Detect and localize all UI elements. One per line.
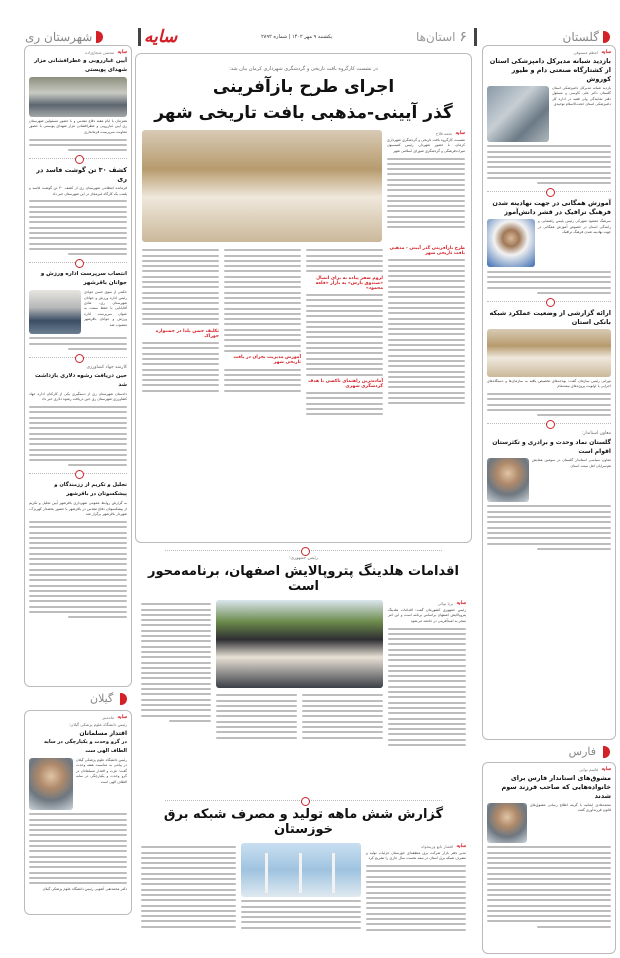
story-headline: کشف ۳۰ تن گوشت فاسد در ری [36,166,127,184]
byline-author: پریا نوائی [437,600,454,606]
story-body [487,458,611,502]
power-plant-photo [241,843,361,897]
story-headline-line2: در گرو وحدت و یکپارچگی در سایه الطاف الهی ست [43,739,127,754]
text-lines [487,505,611,549]
mini-logo: سایه [601,766,611,772]
university-president-portrait [29,758,73,810]
text-lines [487,145,611,184]
newspaper-logo: سایه [144,27,178,47]
story-divider [29,354,127,361]
byline-author: ماه‌منیر [101,714,115,720]
story-body [487,803,611,843]
story-body [487,219,611,267]
story-headline: آیین غبارروبی و عطرافشانی مزار شهدای پویستی [34,58,127,73]
story-subhead: آماده‌ترین راهنمای تاکسی با هدف گردشگری شهری [308,378,383,389]
story-byline [388,600,466,606]
photo-and-text [216,600,383,749]
center-column [135,53,475,958]
story-lead: به گزارش روابط عمومی شهرداری باقرشهر آیین تجلیل و تکریم از پیشکسوتان دفاع مقدس در باقرشهر با حضور بخشدار کهریزک، شهردار باقرشهر برگزار شد [29,501,127,517]
text-lines [306,249,383,272]
story-lead: رئیس دانشگاه علوم پزشکی گیلان در پیامی به مناسبت هفته وحدت گفت: عزت و اقتدار مسلمانان در گرو وحدت و یکپارچگی در سایه الطاف الهی است [76,758,127,784]
text-lines [302,691,383,742]
holding-story [135,545,472,749]
text-lines [487,393,611,416]
story-photo [487,86,549,142]
story-divider [165,547,442,554]
byline-author: محسن شجاع‌زاده [85,49,115,55]
text-column [224,246,301,419]
story-byline [29,49,127,55]
official-portrait-photo [487,458,529,502]
text-lines [388,259,465,404]
main-story-right-col [387,130,465,242]
text-column [142,246,219,419]
section-title-gilan: گیلان [90,692,114,705]
logo-block [135,27,177,47]
main-kicker: در نشست کارگروه بافت تاریخی و گردشگری شهرداری کرمان بیان شد: [229,66,378,72]
masthead-center [135,28,480,46]
story-headline: حین دریافت رشوه دلاری بازداشت شد [35,373,127,389]
story-headline: گلستان نماد وحدت و برادری و تکثرستان اقوام است [492,439,611,456]
mini-logo: سایه [455,130,465,136]
byline-author: اعظم مستوفی [573,49,599,55]
story-headline: ارائه گزارشی از وضعیت عملکرد شبکه بانکی استان [489,308,611,326]
mini-logo: سایه [117,714,127,720]
text-lines [387,158,465,229]
story-divider [29,259,127,266]
meeting-room-photo [142,130,382,242]
byline-author: نجمه فلاح [435,130,453,136]
story-byline [487,766,611,772]
story-headline: اقدامات هلدینگ پتروپالایش اصفهان، برنامه‌محور است [147,564,459,594]
story-subhead: لزوم سفر پیاده به برای اتصال «صندوق پارس» به بازار «قلعه محمود» [315,275,383,291]
page-number: ۶ [459,29,467,45]
masthead-left-section [25,28,130,46]
main-story-box [135,53,472,543]
main-headline-line2: گذر آیینی-مذهبی بافت تاریخی شهر [154,103,453,123]
story-subhead: تکلیف جشن یلدا در جشنواره خوراک [155,328,219,339]
story-lead: محمدهادی ایمانیه با گزینه اطلاع رسانی مشوق‌های قانون فرزندآوری گفت [530,803,611,813]
text-column [141,600,211,749]
story-lead: بازدید شبانه مدیرکل دامپزشکی استان گلستان دکتر علی کاوسی و مسئول دفتر نمایندگی ولی فقیه در اداره کل دامپزشکی استان حجت‌الاسلام توحیدی [552,86,611,107]
byline-author: قاسم نوابی [579,766,599,772]
story-headline: بازدید شبانه مدیرکل دامپزشکی استان از کشتارگاه صنعتی دام و طیور کوروش [489,57,611,83]
page-label [416,28,480,46]
mini-logo: سایه [456,843,466,849]
story-byline [487,49,611,55]
text-lines [487,271,611,294]
story-divider [29,470,127,477]
text-lines [216,691,297,742]
story-lead: دادستان شهرستان ری از دستگیری یکی از کارکنان اداره جهاد کشاورزی شهرستان ری حین دریافت رشوه دلاری خبر داد [29,392,127,402]
story-lead: مدیر دفتر بازار شرکت برق منطقه‌ای خوزستان جزئیات تولید و مصرف شبکه برق استان در نیمه نخست سال جاری را تشریح کرد [366,851,466,861]
story-lead: همزمان با ایام هفته دفاع مقدس و با حضور مسئولین شهرستان ری آیین غبارروبی و عطرافشانی مزار شهدای پویستی با حضور معاونت سرپرست فرمانداری [29,119,127,134]
story-body [487,86,611,142]
story-subhead: طرح بازآفرینی گذر آیینی - مذهبی بافت تاریخی شهر [389,246,465,256]
text-column [141,843,236,934]
text-lines [224,369,301,392]
story-headline: تجلیل و تکریم از رزمندگان و پیشکسوتان در باقرشهر [54,482,127,498]
text-lines [29,406,127,466]
governor-portrait-photo [487,803,527,843]
power-story-body [141,843,466,934]
text-lines [141,603,211,722]
story-divider [487,298,611,305]
section-marker-icon [96,31,103,43]
section-marker-icon [603,31,610,43]
story-byline [387,130,465,136]
president-visit-photo [216,600,383,688]
mini-logo: سایه [117,49,127,55]
section-marker-icon [603,746,610,758]
story-byline [366,843,466,849]
chimney-shape [332,853,335,893]
story-lead: حکمی از سوی حسن جوادی رئیس اداره ورزش و جوانان شهرستان ری، هادی آقابابایی با حفظ سمت به عنوان سرپرست اداره ورزش و جوانان باقرشهر منصوب شد [84,290,127,327]
section-title-rey: شهرستان ری [25,30,93,44]
story-divider [29,155,127,162]
main-headline-line1: اجرای طرح بازآفرینی [212,77,395,97]
masthead-right-section [490,28,610,46]
text-lines [306,392,383,415]
section-tag-gilan [90,692,127,705]
power-story [135,795,472,934]
main-story-columns [142,246,465,419]
text-lines [29,813,127,884]
story-lead: رئیس جمهوری کشورمان گفت: اقدامات هلدینگ پتروپالایش اصفهان براساس برنامه است و این امر منجر به امیدآفرینی در جامعه می‌شود [388,608,466,623]
story-lead: معاون سیاسی استاندار گلستان در سومین همایش هم‌سرایان اهل سنت استان [532,458,611,468]
section-title-golestan: گلستان [562,30,599,44]
text-lines [141,846,236,927]
text-lines [142,342,219,392]
text-lines [487,846,611,927]
mini-logo: سایه [601,49,611,55]
story-headline: گزارش شش ماهه تولید و مصرف شبکه برق خوزستان [163,807,444,837]
text-lines [29,200,127,255]
text-lines [306,294,383,375]
text-column [366,843,466,934]
story-kicker: رئیس جمهوری: [289,556,318,561]
text-column [388,246,465,419]
chimney-shape [265,853,268,893]
meeting-photo [487,329,611,377]
story-kicker: کارمند جهاد کشاورزی [86,365,127,371]
chimney-shape [299,853,302,893]
story-lead: فرمانده انتظامی شهرستان ری از کشف ۳۰ تن گوشت فاسد و پلمب یک کارگاه غیرمجاز در این شهرستان خبر داد [29,186,127,196]
text-lines [29,521,127,618]
story-subhead: آموزش مدیریت بحران در بافت تاریخی شهر [233,355,301,366]
text-column [306,246,383,419]
story-headline: انتصاب سرپرست اداره ورزش و جوانان باقرشهر [40,271,127,287]
mini-logo: سایه [456,600,466,606]
story-footer: دکتر محمدتقی آشوبی رئیس دانشگاه علوم پزشکی گیلان [42,887,127,892]
text-lines [29,337,127,350]
story-body [29,290,127,334]
masthead-divider [474,28,477,46]
story-lead: نشست کارگروه بافت تاریخی و گردشگری شهرداری کرمان، با حضور شهردار، رئیس کمیسیون میراث‌فرهنگی و گردشگری شورای اسلامی شهر [387,138,465,153]
text-columns [216,691,383,742]
story-headline: آموزش همگانی در جهت نهادینه شدن فرهنگ ترافیک در قشر دانش‌آموز [492,199,611,217]
police-officer-photo [487,219,535,267]
text-lines [224,249,301,352]
story-divider [487,188,611,195]
masthead-divider [138,28,141,46]
text-lines [142,249,219,325]
right-column [482,45,616,740]
text-column [388,600,466,749]
text-lines [241,900,361,928]
story-headline: مشوق‌های استاندار فارس برای خانواده‌هایی که صاحب فرزند سوم شدند [501,774,611,800]
gilan-box [24,710,132,915]
story-kicker: رئیس دانشگاه علوم پزشکی گیلان: [69,722,127,727]
appointment-photo [29,290,81,334]
section-label: استان‌ها [416,30,456,44]
section-marker-icon [120,693,127,705]
story-lead: سرهنگ محمود شهرکی رئیس پلیس راهنمایی و رانندگی استان در خصوص آموزش همگانی در جهت نهادینه شدن فرهنگ ترافیک [538,219,611,235]
holding-story-body [141,600,466,749]
story-lead: نورانی رئیس سازمان گفت: بودجه‌های تخصیص یافته به سازمان‌ها و دستگاه‌های اجرایی با اولویت پروژه‌های نیمه‌تمام [487,378,611,389]
left-column [24,45,132,687]
text-lines [29,139,127,152]
story-body [29,758,127,810]
dateline: یکشنبه ۹ مهر ۱۴۰۲ | شماره ۲۸۹۲ [261,34,333,40]
story-byline [29,714,127,720]
fars-box [482,762,616,954]
main-story-top [142,130,465,242]
text-lines [366,865,466,931]
photo-and-text [241,843,361,934]
story-kicker: معاون استاندار: [581,431,611,437]
story-divider [487,420,611,427]
story-headline-line1: اقتدار مسلمانان [79,730,127,737]
story-divider [165,797,442,804]
section-tag-fars [569,745,610,758]
text-lines [388,628,466,747]
section-title-fars: فارس [568,745,596,758]
ceremony-photo [29,77,127,117]
byline-author: افشار تابع وزیتخواه [421,843,454,849]
